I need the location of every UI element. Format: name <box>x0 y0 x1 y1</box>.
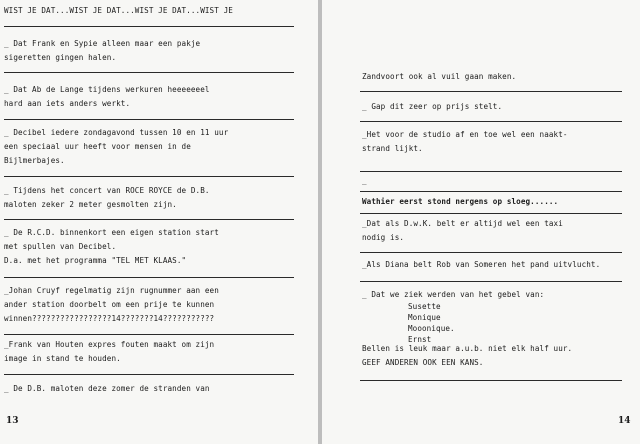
item-3-line-2: een speciaal uur heeft voor mensen in de <box>4 142 191 151</box>
divider <box>360 121 622 122</box>
divider <box>360 191 622 192</box>
item-2-line-1: _ Gap dit zeer op prijs stelt. <box>362 102 503 111</box>
page-header: WIST JE DAT...WIST JE DAT...WIST JE DAT...WIST JE <box>4 6 233 15</box>
divider <box>4 26 294 27</box>
item-6-line-3: winnen?????????????????14???????14??????????? <box>4 314 215 323</box>
item-3-line-3: Bijlmerbajes. <box>4 156 65 165</box>
divider <box>4 176 294 177</box>
item-6-line-1: _Johan Cruyf regelmatig zijn rugnummer aan een <box>4 286 219 295</box>
divider <box>360 91 622 92</box>
item-4-line-1: _ <box>362 176 367 185</box>
item-2-line-1: _ Dat Ab de Lange tijdens werkuren heeeeeeel <box>4 85 210 94</box>
item-5-line-3: D.a. met het programma "TEL MET KLAAS." <box>4 256 187 265</box>
page-number: 14 <box>618 416 631 426</box>
divider <box>360 213 622 214</box>
item-4-line-1: _ Tijdens het concert van ROCE ROYCE de D.B. <box>4 186 210 195</box>
item-7-line-1: _Als Diana belt Rob van Someren het pand uitvlucht. <box>362 260 601 269</box>
divider <box>4 119 294 120</box>
item-6-line-2: nodig is. <box>362 233 405 242</box>
item-3-line-1: _ Decibel iedere zondagavond tussen 10 en 11 uur <box>4 128 229 137</box>
item-8-line-1: _ Dat we ziek werden van het gebel van: <box>362 290 545 299</box>
item-1-line-1: _ Dat Frank en Sypie alleen maar een pakje <box>4 39 201 48</box>
caller-name: Monique <box>408 313 441 322</box>
caller-name: Ernst <box>408 335 432 344</box>
divider <box>360 171 622 172</box>
item-5-line-1: _ De R.C.D. binnenkort een eigen station start <box>4 228 219 237</box>
left-page <box>0 0 318 444</box>
divider <box>4 219 294 220</box>
right-page <box>322 0 640 444</box>
page-number: 13 <box>6 416 19 426</box>
item-5-line-2: met spullen van Decibel. <box>4 242 117 251</box>
item-7-line-2: image in stand te houden. <box>4 354 121 363</box>
item-4-line-2: maloten zeker 2 meter gesmolten zijn. <box>4 200 177 209</box>
divider <box>4 334 294 335</box>
item-8-line-1: _ De D.B. maloten deze zomer de stranden van <box>4 384 210 393</box>
item-1-line-1: Zandvoort ook al vuil gaan maken. <box>362 72 517 81</box>
item-2-line-2: hard aan iets anders werkt. <box>4 99 131 108</box>
item-6-line-1: _Dat als D.w.K. belt er altijd wel een taxi <box>362 219 563 228</box>
item-6-line-2: ander station doorbelt om een prije te kunnen <box>4 300 215 309</box>
item-7-line-1: _Frank van Houten expres fouten maakt om zijn <box>4 340 215 349</box>
closing-line-1: Bellen is leuk maar a.u.b. niet elk half uur. <box>362 344 573 353</box>
divider <box>4 72 294 73</box>
divider <box>360 281 622 282</box>
divider <box>360 252 622 253</box>
item-5-line-1: Wathier eerst stond nergens op sloeg...... <box>362 197 559 206</box>
item-1-line-2: sigeretten gingen halen. <box>4 53 117 62</box>
item-3-line-2: strand lijkt. <box>362 144 423 153</box>
divider <box>4 374 294 375</box>
caller-name: Susette <box>408 302 441 311</box>
caller-name: Mooonique. <box>408 324 455 333</box>
divider <box>360 380 622 381</box>
item-3-line-1: _Het voor de studio af en toe wel een naakt- <box>362 130 568 139</box>
divider <box>4 277 294 278</box>
closing-line-2: GEEF ANDEREN OOK EEN KANS. <box>362 358 484 367</box>
